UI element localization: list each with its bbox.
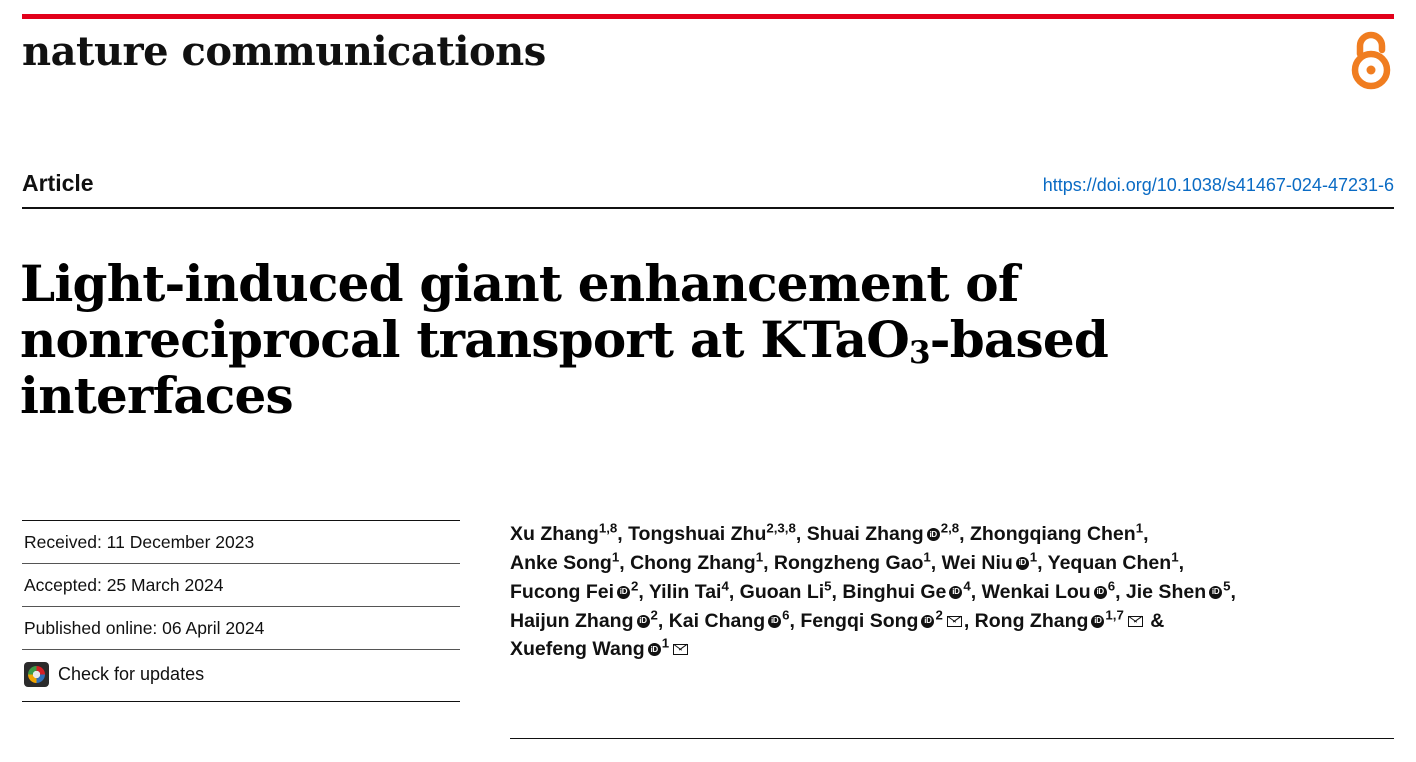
author-separator: , [638, 580, 649, 603]
author-separator: , [963, 609, 975, 632]
author-name: Fengqi Song [800, 609, 919, 632]
author-affiliation-marker: 2,8 [940, 520, 960, 536]
orcid-icon[interactable] [949, 586, 962, 599]
author-name: Jie Shen [1125, 580, 1207, 603]
author-affiliation-marker: 5 [1223, 578, 1231, 594]
check-for-updates-label: Check for updates [58, 664, 205, 684]
author-separator: , [657, 609, 669, 632]
author-affiliation-marker: 1 [755, 549, 764, 565]
author-separator: , [930, 551, 942, 574]
title-line-3: interfaces [20, 365, 293, 425]
author-name: Guoan Li [739, 580, 825, 603]
author-affiliation-marker: 1 [923, 549, 931, 565]
author-name: Shuai Zhang [806, 523, 924, 545]
title-subscript: 3 [908, 335, 930, 372]
author-entry[interactable] [668, 607, 790, 632]
open-access-icon [1348, 28, 1394, 90]
author-separator: , [959, 523, 970, 545]
author-entry[interactable] [510, 549, 620, 574]
author-list-column [462, 520, 1394, 739]
author-separator: , [763, 551, 774, 574]
author-name: Kai Chang [668, 609, 766, 632]
author-entry[interactable] [510, 635, 690, 661]
author-separator: , [795, 523, 807, 545]
author-name: Tongshuai Zhu [628, 523, 767, 545]
journal-masthead: nature communications [22, 28, 546, 75]
author-name: Wei Niu [941, 551, 1013, 574]
author-separator: , [619, 551, 631, 574]
accepted-date: Accepted: 25 March 2024 [24, 575, 224, 595]
author-entry[interactable] [773, 549, 931, 574]
email-icon[interactable] [947, 616, 962, 627]
author-entry[interactable] [628, 520, 796, 545]
published-online-date: Published online: 06 April 2024 [24, 618, 265, 638]
author-entry[interactable] [1047, 549, 1179, 574]
author-affiliation-marker: 4 [963, 578, 971, 594]
author-affiliation-marker: 2 [631, 578, 639, 594]
author-entry[interactable] [510, 520, 618, 545]
author-separator: , [1178, 551, 1184, 574]
orcid-icon[interactable] [927, 528, 940, 541]
orcid-icon[interactable] [1016, 557, 1029, 570]
author-affiliation-marker: 1 [661, 635, 670, 651]
author-separator: , [1115, 580, 1126, 603]
author-entry[interactable] [941, 549, 1038, 574]
author-entry[interactable] [739, 578, 832, 603]
author-name: Yilin Tai [648, 580, 722, 603]
publication-history [22, 520, 462, 739]
title-line-1: Light-induced giant enhancement of [20, 253, 1019, 313]
author-separator: , [617, 523, 629, 545]
author-affiliation-marker: 1 [1171, 549, 1179, 565]
author-entry[interactable] [800, 607, 963, 632]
title-line-2-pre: nonreciprocal transport at KTaO [20, 309, 909, 369]
header-divider [22, 207, 1394, 209]
author-name: Zhongqiang Chen [969, 523, 1136, 545]
article-header-row [22, 170, 1394, 197]
author-name: Xuefeng Wang [510, 638, 645, 661]
author-separator: & [1144, 609, 1165, 632]
author-entry[interactable] [842, 578, 971, 603]
orcid-icon[interactable] [1094, 586, 1107, 599]
orcid-icon[interactable] [637, 615, 650, 628]
orcid-icon[interactable] [617, 586, 630, 599]
author-entry[interactable] [630, 549, 764, 574]
author-affiliation-marker: 1 [1029, 549, 1038, 565]
author-name: Rong Zhang [974, 609, 1089, 632]
author-separator: , [789, 609, 801, 632]
author-name: Haijun Zhang [510, 609, 634, 632]
author-name: Yequan Chen [1047, 551, 1172, 574]
author-name: Binghui Ge [842, 580, 947, 603]
author-list [510, 520, 1394, 664]
orcid-icon[interactable] [768, 615, 781, 628]
author-name: Fucong Fei [510, 580, 614, 603]
author-separator: , [1143, 523, 1149, 545]
author-name: Wenkai Lou [981, 580, 1091, 603]
orcid-icon[interactable] [921, 615, 934, 628]
author-entry[interactable] [648, 578, 729, 603]
author-name: Anke Song [510, 551, 612, 574]
author-separator: , [1037, 551, 1048, 574]
brand-rule [22, 14, 1394, 19]
author-entry[interactable] [1125, 578, 1231, 603]
author-affiliation-marker: 2 [935, 607, 943, 623]
author-name: Rongzheng Gao [773, 551, 924, 574]
title-line-2-post: -based [929, 309, 1108, 369]
author-affiliation-marker: 1,8 [598, 520, 618, 536]
article-type-label: Article [22, 170, 94, 196]
orcid-icon[interactable] [1091, 615, 1104, 628]
author-affiliation-marker: 1 [1135, 520, 1144, 536]
crossmark-icon [24, 662, 49, 687]
article-meta-and-authors [22, 520, 1394, 739]
email-icon[interactable] [1128, 616, 1143, 627]
history-divider-bottom [22, 701, 460, 702]
author-entry[interactable] [806, 520, 960, 545]
author-affiliation-marker: 6 [1107, 578, 1116, 594]
author-affiliation-marker: 2,3,8 [766, 520, 796, 536]
author-affiliation-marker: 1 [611, 549, 620, 565]
check-for-updates-button[interactable] [22, 650, 462, 687]
orcid-icon[interactable] [1209, 586, 1222, 599]
author-entry[interactable] [969, 520, 1144, 545]
author-entry[interactable] [510, 578, 639, 603]
author-affiliation-marker: 4 [721, 578, 729, 594]
author-separator: , [1230, 580, 1236, 603]
author-separator: , [831, 580, 843, 603]
author-affiliation-marker: 6 [782, 607, 790, 623]
author-affiliation-marker: 1,7 [1105, 607, 1124, 623]
author-entry[interactable] [974, 607, 1145, 632]
page-title [20, 253, 1296, 425]
author-separator: , [728, 580, 740, 603]
author-name: Xu Zhang [510, 523, 599, 545]
authors-divider-bottom [510, 738, 1394, 739]
author-separator: , [970, 580, 982, 603]
orcid-icon[interactable] [648, 643, 661, 656]
author-affiliation-marker: 2 [650, 607, 658, 623]
received-date: Received: 11 December 2023 [24, 532, 255, 552]
author-affiliation-marker: 5 [824, 578, 832, 594]
author-entry[interactable] [981, 578, 1116, 603]
email-icon[interactable] [673, 644, 688, 655]
author-name: Chong Zhang [630, 551, 756, 574]
author-entry[interactable] [510, 607, 658, 632]
doi-link[interactable]: https://doi.org/10.1038/s41467-024-47231-6 [1042, 175, 1394, 195]
